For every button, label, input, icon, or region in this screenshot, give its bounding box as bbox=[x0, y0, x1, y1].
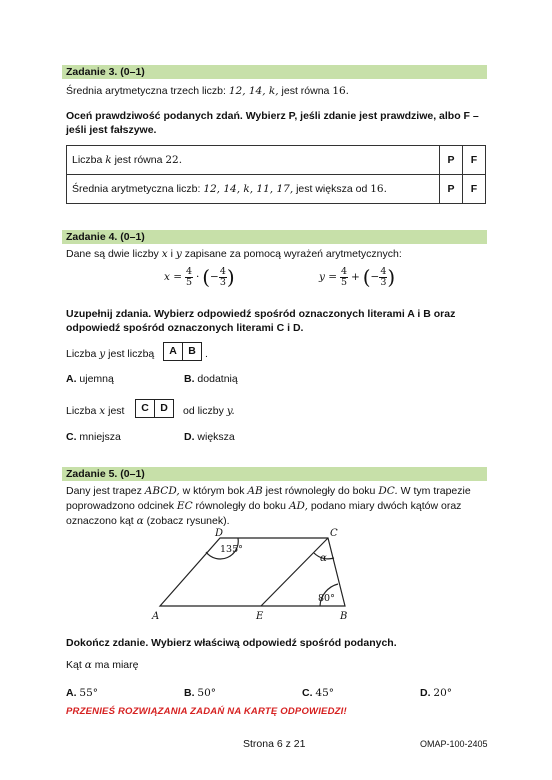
angle-label-b: 80° bbox=[318, 593, 335, 604]
table-row bbox=[67, 146, 486, 175]
statement-1-option-p[interactable]: P bbox=[440, 146, 463, 175]
task4-stem: Dane są dwie liczby x i y zapisane za pomocą wyrażeń arytmetycznych: bbox=[66, 248, 402, 260]
task5-option-c[interactable]: C. 45° bbox=[302, 687, 335, 699]
angle-label-alpha: α bbox=[320, 553, 327, 564]
option-b[interactable]: B. dodatnią bbox=[184, 373, 238, 385]
task5-stem-line1: Dany jest trapez ABCD, w którym bok AB jest równoległy do boku DC. W tym trapezie bbox=[66, 485, 471, 497]
vertex-label-b: B bbox=[340, 611, 348, 622]
choice-box-cd bbox=[135, 399, 174, 418]
task5-option-d[interactable]: D. 20° bbox=[420, 687, 453, 699]
choice-b[interactable]: B bbox=[182, 343, 201, 360]
task3-stem: Średnia arytmetyczna trzech liczb: 12, 14, k, jest równa 16. bbox=[66, 85, 350, 97]
option-c[interactable]: C. mniejsza bbox=[66, 431, 121, 443]
task3-instruction-line1: Oceń prawdziwość podanych zdań. Wybierz P, jeśli zdanie jest prawdziwe, albo F – bbox=[66, 110, 479, 122]
task5-question: Kąt α ma miarę bbox=[66, 659, 139, 671]
task5-stem-line3: oznaczono kąt α (zobacz rysunek). bbox=[66, 515, 230, 527]
sentence-2-end: od liczby y. bbox=[183, 405, 235, 417]
choice-a[interactable]: A bbox=[169, 345, 177, 357]
choice-box-ab bbox=[163, 342, 202, 361]
choice-c[interactable]: C bbox=[141, 402, 149, 414]
choice-d[interactable]: D bbox=[154, 400, 173, 417]
task5-stem-line2: poprowadzono odcinek EC równoległy do boku AD, podano miary dwóch kątów oraz bbox=[66, 500, 462, 512]
equation-x: x = $\frac{4}{5}$ · (− $\frac{4}{3}$ ) bbox=[164, 265, 235, 289]
trapezoid-figure bbox=[140, 528, 370, 628]
task4-instruction-line2: odpowiedź spośród oznaczonych literami C i D. bbox=[66, 322, 304, 334]
page-number: Strona 6 z 21 bbox=[243, 738, 306, 750]
task4-instruction-line1: Uzupełnij zdania. Wybierz odpowiedź spośród oznaczonych literami A i B oraz bbox=[66, 308, 456, 320]
task5-option-a[interactable]: A. 55° bbox=[66, 687, 99, 699]
vertex-label-e: E bbox=[256, 611, 264, 622]
option-d[interactable]: D. większa bbox=[184, 431, 235, 443]
angle-label-d: 135° bbox=[220, 544, 243, 555]
statement-2-option-f[interactable]: F bbox=[463, 175, 486, 204]
task3-instruction-line2: jeśli jest fałszywe. bbox=[66, 124, 157, 136]
true-false-table bbox=[66, 145, 486, 204]
statement-1-option-f[interactable]: F bbox=[463, 146, 486, 175]
vertex-label-c: C bbox=[330, 528, 338, 539]
task4-header: Zadanie 4. (0–1) bbox=[62, 230, 487, 244]
vertex-label-a: A bbox=[152, 611, 160, 622]
exam-code: OMAP-100-2405 bbox=[420, 739, 488, 749]
sentence-2: Liczba x jest bbox=[66, 405, 125, 417]
task3-header: Zadanie 3. (0–1) bbox=[62, 65, 487, 79]
table-row bbox=[67, 175, 486, 204]
task5-header: Zadanie 5. (0–1) bbox=[62, 467, 487, 481]
sentence-1-end: . bbox=[205, 348, 208, 360]
statement-2: Średnia arytmetyczna liczb: 12, 14, k, 11, 17, jest większa od 16. bbox=[67, 175, 440, 204]
task5-instruction: Dokończ zdanie. Wybierz właściwą odpowiedź spośród podanych. bbox=[66, 637, 397, 649]
option-a[interactable]: A. ujemną bbox=[66, 373, 114, 385]
task5-option-b[interactable]: B. 50° bbox=[184, 687, 217, 699]
vertex-label-d: D bbox=[215, 528, 224, 539]
sentence-1: Liczba y jest liczbą bbox=[66, 348, 155, 360]
statement-1: Liczba k jest równa 22. bbox=[67, 146, 440, 175]
equation-y: y = $\frac{4}{5}$ + (− $\frac{4}{3}$ ) bbox=[319, 265, 396, 289]
transfer-answers-warning: PRZENIEŚ ROZWIĄZANIA ZADAŃ NA KARTĘ ODPOWIEDZI! bbox=[66, 706, 347, 717]
statement-2-option-p[interactable]: P bbox=[440, 175, 463, 204]
